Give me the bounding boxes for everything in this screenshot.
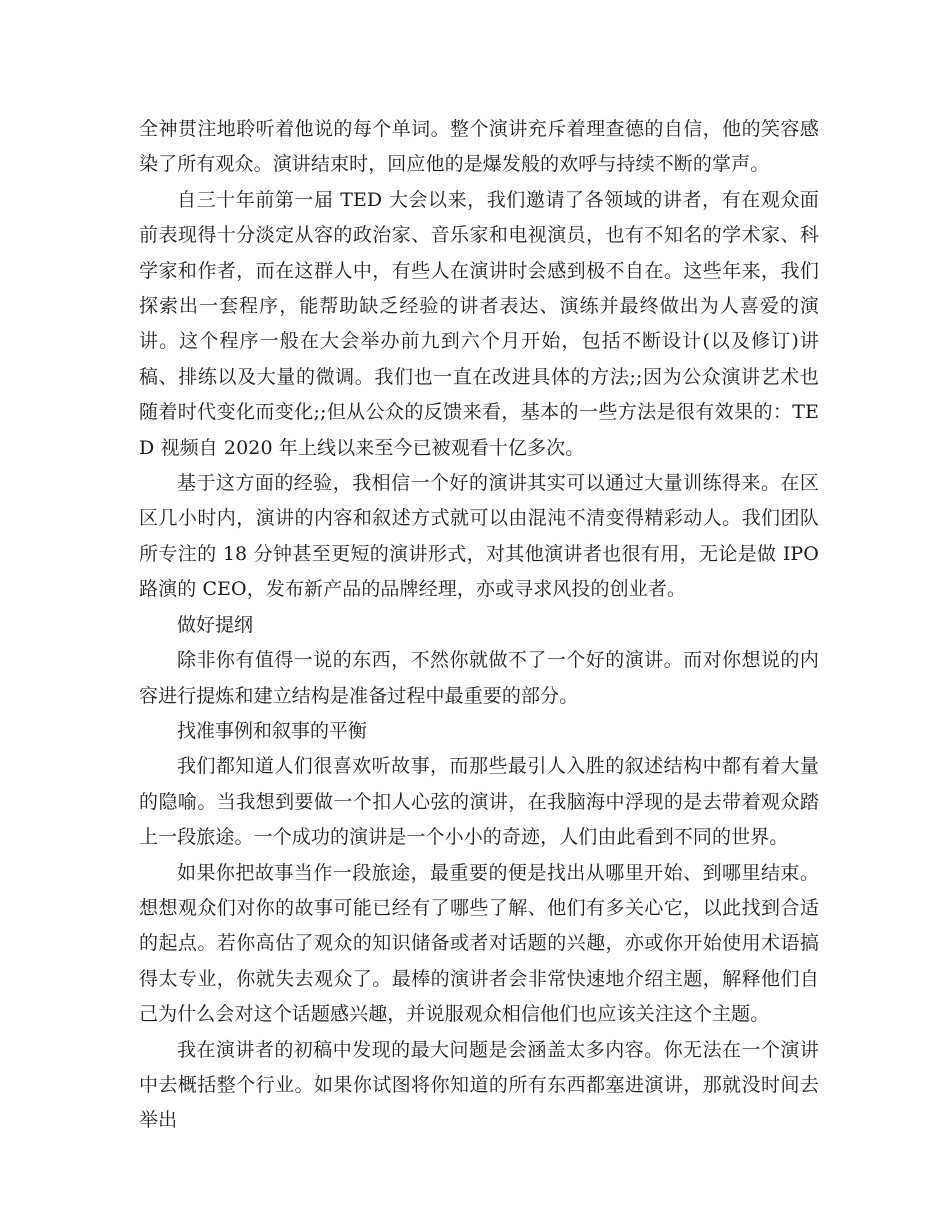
paragraph-outline: 除非你有值得一说的东西，不然你就做不了一个好的演讲。而对你想说的内容进行提炼和建立结构是准备过程中最重要的部分。 (139, 649, 819, 707)
paragraph-ted-history: 自三十年前第一届 TED 大会以来，我们邀请了各领域的讲者，有在观众面前表现得十分淡定从容的政治家、音乐家和电视演员，也有不知名的学术家、科学家和作者，而在这群人中，有些人在演讲时会感到极不自在。这些年来，我们探索出一套程序，能帮助缺乏经验的讲者表达、演练并最终做出为人喜爱的演讲。这个程序一般在大会举办前九到六个月开始，包括不断设计(以及修订)讲稿、排练以及大量的微调。我们也一直在改进具体的方法;;因为公众演讲艺术也随着时代变化而变化;;但从公众的反馈来看，基本的一些方法是很有效果的：TED 视频自 2020 年上线以来至今已被观看十亿多次。 (139, 188, 819, 459)
paragraph-scope: 我在演讲者的初稿中发现的最大问题是会涵盖太多内容。你无法在一个演讲中去概括整个行业。如果你试图将你知道的所有东西都塞进演讲，那就没时间去举出 (139, 1038, 819, 1132)
paragraph-journey: 如果你把故事当作一段旅途，最重要的便是找出从哪里开始、到哪里结束。想想观众们对你的故事可能已经有了哪些了解、他们有多关心它，以此找到合适的起点。若你高估了观众的知识储备或者对话题的兴趣，亦或你开始使用术语搞得太专业，你就失去观众了。最棒的演讲者会非常快速地介绍主题，解释他们自己为什么会对这个话题感兴趣，并说服观众相信他们也应该关注这个主题。 (139, 861, 819, 1026)
paragraph-continuation: 全神贯注地聆听着他说的每个单词。整个演讲充斥着理查德的自信，他的笑容感染了所有观众。演讲结束时，回应他的是爆发般的欢呼与持续不断的掌声。 (139, 118, 819, 176)
paragraph-stories: 我们都知道人们很喜欢听故事，而那些最引人入胜的叙述结构中都有着大量的隐喻。当我想到要做一个扣人心弦的演讲，在我脑海中浮现的是去带着观众踏上一段旅途。一个成功的演讲是一个小小的奇迹，人们由此看到不同的世界。 (139, 755, 819, 849)
document-body (139, 112, 819, 1139)
paragraph-training: 基于这方面的经验，我相信一个好的演讲其实可以通过大量训练得来。在区区几小时内，演讲的内容和叙述方式就可以由混沌不清变得精彩动人。我们团队所专注的 18 分钟甚至更短的演讲形式，对其他演讲者也很有用，无论是做 IPO 路演的 CEO，发布新产品的品牌经理，亦或寻求风投的创业者。 (139, 472, 819, 601)
section-heading-balance: 找准事例和叙事的平衡 (177, 719, 368, 742)
section-heading-outline: 做好提纲 (177, 613, 254, 636)
